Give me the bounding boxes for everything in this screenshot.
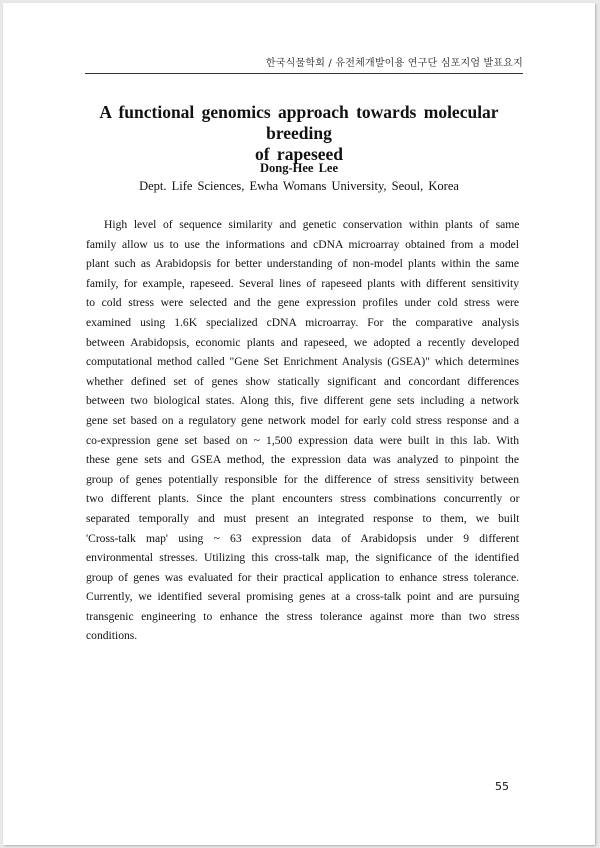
abstract-line: separated temporally and must present an integrated response to them, we built [86,511,520,525]
abstract-line: conditions. [86,629,138,643]
abstract-line: examined using 1.6K specialized cDNA microarray. For the comparative analysis [86,315,520,329]
paper-title [73,102,525,165]
abstract-line: computational method called "Gene Set Enrichment Analysis (GSEA)" which determines [86,355,519,369]
abstract-line: these gene sets and GSEA method, the expression data was analyzed to pinpoint the [86,453,519,467]
abstract-line: between two biological states. Along this, five different gene sets including a network [86,394,519,408]
abstract-line: environmental stresses. Utilizing this cross-talk map, the significance of the identified [86,551,519,565]
abstract-line: between Arabidopsis, economic plants and rapeseed, we adopted a recently developed [86,335,520,349]
abstract-line: High level of sequence similarity and genetic conservation within plants of same [104,218,520,231]
abstract-line: group of genes potentially responsible for the difference of stress sensitivity between [86,472,519,486]
abstract-line: family allow us to use the informations and cDNA microarray obtained from a model [86,237,519,251]
document-page [3,3,595,845]
abstract-line: gene set based on a regulatory gene network model for early cold stress response and a [86,413,519,427]
paper-title-line-1: A functional genomics approach towards molecular breeding [99,102,499,143]
abstract-line: plant such as Arabidopsis for better understanding of non-model plants within the same [86,257,520,271]
page-number: 55 [495,780,509,793]
abstract-body [86,215,519,646]
author-name: Dong-Hee Lee [259,161,339,175]
abstract-line: to cold stress were selected and the gene expression profiles under cold stress were [86,296,519,310]
abstract-line: group of genes was evaluated for their practical application to enhance stress tolerance. [86,570,519,584]
abstract-line: transgenic engineering to enhance the stress tolerance against more than two stress [86,609,520,623]
author-affiliation: Dept. Life Sciences, Ewha Womans University, Seoul, Korea [139,179,459,193]
paper-title-line-2: of rapeseed [254,144,344,164]
abstract-line: whether defined set of genes show statically significant and concordant differences [86,374,519,388]
abstract-line: 'Cross-talk map' using ~ 63 expression data of Arabidopsis under 9 different [86,531,519,545]
abstract-line: Currently, we identified several promising genes at a cross-talk point and are pursuing [86,590,520,604]
running-header: 한국식물학회 / 유전체개발이용 연구단 심포지엄 발표요지 [265,58,523,69]
header-rule [85,73,523,74]
abstract-line: co-expression gene set based on ~ 1,500 expression data were built in this lab. With [86,433,519,447]
abstract-line: two different plants. Since the plant encounters stress combinations concurrently or [86,492,520,506]
abstract-line: family, for example, rapeseed. Several lines of rapeseed plants with different sensitivity [86,276,519,290]
